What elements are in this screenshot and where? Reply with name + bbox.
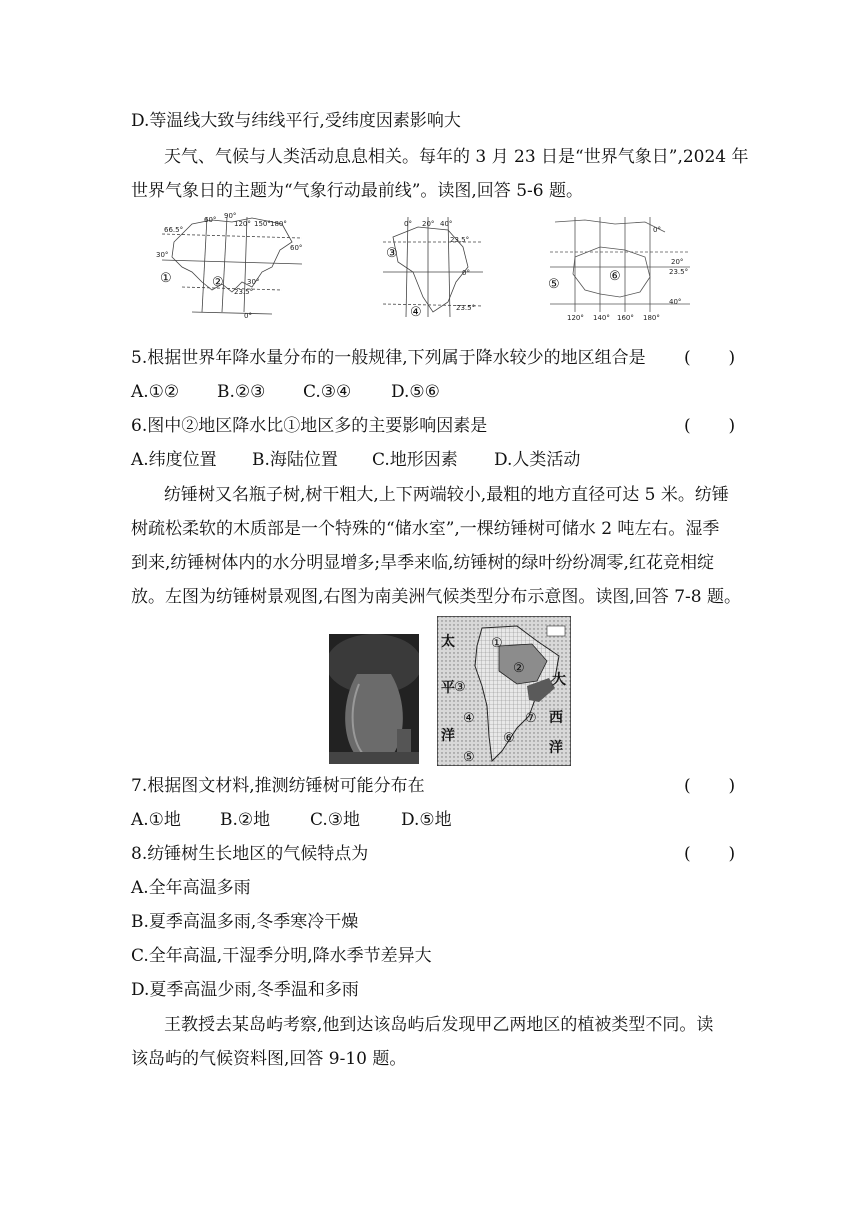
sa-marker-1: ①	[491, 636, 503, 651]
question-8-option-a: A.全年高温多雨	[131, 878, 251, 898]
map1-label: 150°	[254, 220, 271, 228]
map1-label: 60°	[204, 216, 217, 224]
map3-label: 0°	[653, 226, 661, 234]
option-d: D.⑤地	[401, 810, 452, 830]
africa-map	[378, 212, 488, 322]
map2-label: 0°	[404, 220, 412, 228]
atlantic-label: 西	[549, 710, 563, 726]
map1-label: 30°	[247, 278, 260, 286]
map1-label: 60°	[290, 244, 302, 252]
marker-5: ⑤	[548, 277, 560, 292]
australia-map	[545, 212, 695, 324]
option-b: B.海陆位置	[252, 450, 338, 470]
answer-bracket: ( )	[684, 776, 736, 796]
map3-label: 160°	[617, 314, 634, 322]
map1-label: 30°	[156, 251, 169, 259]
bottle-tree-paragraph-line2: 树疏松柔软的木质部是一个特殊的“储水室”,一棵纺锤树可储水 2 吨左右。湿季	[131, 519, 720, 539]
bottle-tree-paragraph-line1: 纺锤树又名瓶子树,树干粗大,上下两端较小,最粗的地方直径可达 5 米。纺锤	[164, 485, 729, 505]
map3-label: 120°	[567, 314, 584, 322]
question-8-option-d: D.夏季高温少雨,冬季温和多雨	[131, 980, 359, 1000]
map1-label: 0°	[244, 312, 252, 320]
pacific-label: 太	[441, 634, 455, 650]
map2-label: 20°	[422, 220, 435, 228]
sa-marker-3: ③	[454, 680, 466, 695]
island-paragraph-line1: 王教授去某岛屿考察,他到达该岛屿后发现甲乙两地区的植被类型不同。读	[164, 1015, 714, 1035]
sa-marker-5: ⑤	[463, 750, 475, 765]
question-5-options	[131, 382, 440, 402]
option-b: B.②③	[217, 382, 266, 402]
sa-marker-7: ⑦	[525, 711, 537, 726]
sa-marker-2: ②	[513, 661, 525, 676]
marker-6: ⑥	[609, 269, 621, 284]
map1-label: 120°	[234, 220, 251, 228]
option-d-prev: D.等温线大致与纬线平行,受纬度因素影响大	[131, 111, 461, 131]
south-america-climate-map	[437, 616, 571, 766]
map1-label: 23.5°	[234, 288, 254, 296]
map1-label: 180°	[270, 220, 287, 228]
map1-label: 66.5°	[164, 226, 184, 234]
option-c: C.地形因素	[372, 450, 458, 470]
bottle-tree-photo	[329, 634, 419, 764]
intro-paragraph-line1: 天气、气候与人类活动息息相关。每年的 3 月 23 日是“世界气象日”,2024 年	[164, 147, 749, 167]
island-paragraph-line2: 该岛屿的气候资料图,回答 9-10 题。	[131, 1049, 407, 1069]
question-6-options	[131, 450, 580, 470]
map3-label: 140°	[593, 314, 610, 322]
option-c: C.③地	[310, 810, 361, 830]
question-5: 5.根据世界年降水量分布的一般规律,下列属于降水较少的地区组合是	[131, 348, 646, 368]
marker-3: ③	[386, 246, 398, 261]
question-6: 6.图中②地区降水比①地区多的主要影响因素是	[131, 416, 488, 436]
map2-label: 0°	[462, 269, 470, 277]
map2-label: 40°	[440, 220, 453, 228]
question-7: 7.根据图文材料,推测纺锤树可能分布在	[131, 776, 425, 796]
option-d: D.⑤⑥	[391, 382, 440, 402]
answer-bracket: ( )	[684, 416, 736, 436]
option-b: B.②地	[220, 810, 271, 830]
question-8-option-c: C.全年高温,干湿季分明,降水季节差异大	[131, 946, 432, 966]
sa-marker-4: ④	[463, 711, 475, 726]
map3-label: 40°	[669, 298, 682, 306]
bottle-tree-paragraph-line4: 放。左图为纺锤树景观图,右图为南美洲气候类型分布示意图。读图,回答 7-8 题。	[131, 587, 741, 607]
marker-1: ①	[160, 271, 172, 286]
marker-4: ④	[410, 305, 422, 320]
option-a: A.①②	[131, 382, 180, 402]
atlantic-label: 大	[552, 672, 566, 688]
intro-paragraph-line2: 世界气象日的主题为“气象行动最前线”。读图,回答 5-6 题。	[131, 181, 583, 201]
map3-label: 180°	[643, 314, 660, 322]
sa-marker-6: ⑥	[503, 731, 515, 746]
map3-label: 20°	[671, 258, 684, 266]
question-7-options	[131, 810, 452, 830]
marker-2: ②	[212, 275, 224, 290]
asia-map	[152, 212, 302, 322]
map1-label: 90°	[224, 212, 237, 220]
option-d: D.人类活动	[494, 450, 581, 470]
answer-bracket: ( )	[684, 844, 736, 864]
option-a: A.纬度位置	[131, 450, 217, 470]
pacific-label: 平	[441, 680, 455, 696]
map2-label: 23.5°	[450, 236, 470, 244]
answer-bracket: ( )	[684, 348, 736, 368]
option-c: C.③④	[303, 382, 352, 402]
question-8: 8.纺锤树生长地区的气候特点为	[131, 844, 369, 864]
map2-label: 23.5°	[456, 304, 476, 312]
bottle-tree-paragraph-line3: 到来,纺锤树体内的水分明显增多;旱季来临,纺锤树的绿叶纷纷凋零,红花竞相绽	[131, 553, 714, 573]
atlantic-label: 洋	[549, 740, 563, 756]
pacific-label: 洋	[441, 728, 455, 744]
option-a: A.①地	[131, 810, 181, 830]
map3-label: 23.5°	[669, 268, 689, 276]
question-8-option-b: B.夏季高温多雨,冬季寒冷干燥	[131, 912, 359, 932]
